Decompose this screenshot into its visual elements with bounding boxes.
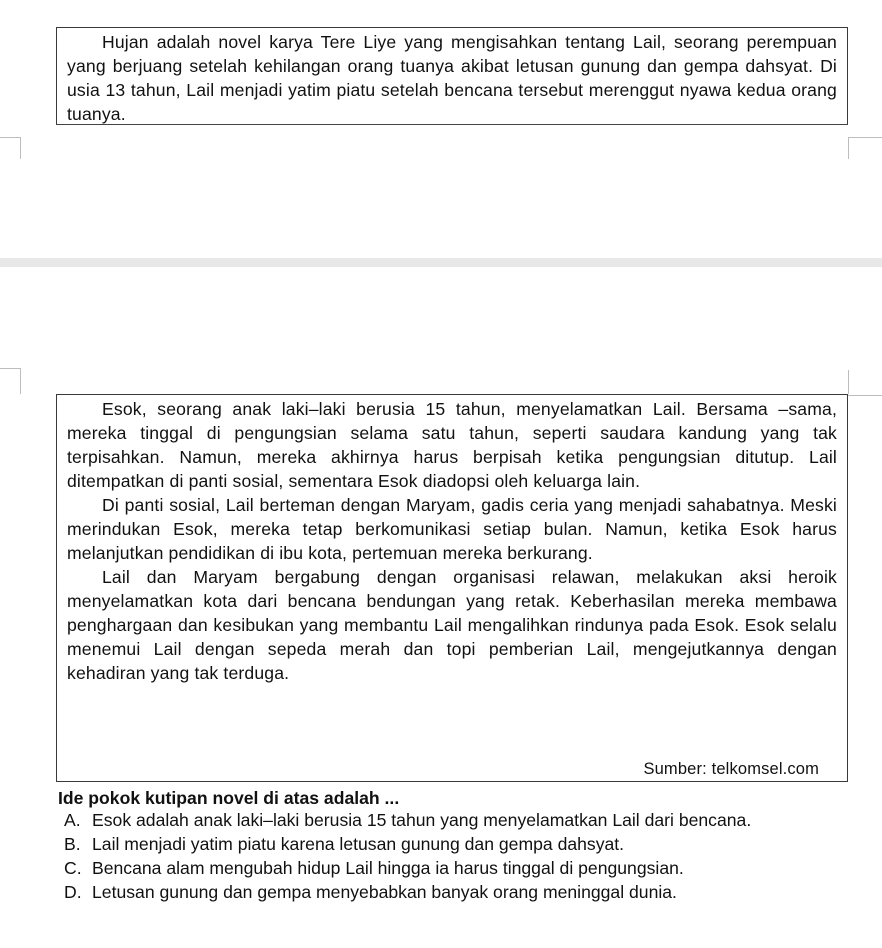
- passage-paragraph: Hujan adalah novel karya Tere Liye yang mengisahkan tentang Lail, seorang perempuan yang berjuang setelah kehilangan orang tuanya akibat letusan gunung dan gempa dahsyat. Di usia 13 tahun, Lail menjadi yatim piatu setelah bencana tersebut merenggut nyawa kedua orang tuanya.: [67, 32, 837, 124]
- option-text: Lail menjadi yatim piatu karena letusan gunung dan gempa dahsyat.: [92, 834, 625, 854]
- page-corner-mark: [848, 137, 849, 159]
- question-prompt: Ide pokok kutipan novel di atas adalah ...: [58, 788, 400, 808]
- passage-paragraph: Esok, seorang anak laki–laki berusia 15 tahun, menyelamatkan Lail. Bersama –sama, mereka tinggal di pengungsian selama satu tahun, seperti saudara kandung yang tak terpisahkan. Namun, mereka akhirnya harus berpisah ketika pengungsian ditutup. Lail ditempatkan di panti sosial, sementara Esok diadopsi oleh keluarga lain.: [67, 399, 837, 491]
- page-corner-mark: [848, 395, 882, 396]
- page-break-gap: [0, 258, 882, 267]
- option-text: Letusan gunung dan gempa menyebabkan banyak orang meninggal dunia.: [92, 882, 677, 902]
- page-corner-mark: [848, 370, 849, 394]
- answer-options: [58, 808, 848, 904]
- page-corner-mark: [0, 368, 20, 369]
- answer-option-d[interactable]: [58, 880, 848, 904]
- answer-option-a[interactable]: [58, 808, 848, 832]
- passage-excerpt-bottom: [56, 394, 848, 782]
- option-text: Bencana alam mengubah hidup Lail hingga ia harus tinggal di pengungsian.: [92, 858, 684, 878]
- page-corner-mark: [0, 137, 21, 138]
- option-letter: B.: [64, 834, 81, 854]
- passage-excerpt-top: [56, 27, 848, 125]
- source-citation: Sumber: telkomsel.com: [643, 760, 819, 778]
- answer-option-c[interactable]: [58, 856, 848, 880]
- page-corner-mark: [20, 368, 21, 394]
- option-text: Esok adalah anak laki–laki berusia 15 tahun yang menyelamatkan Lail dari bencana.: [92, 810, 752, 830]
- option-letter: A.: [64, 810, 81, 830]
- passage-paragraph: Lail dan Maryam bergabung dengan organisasi relawan, melakukan aksi heroik menyelamatkan kota dari bencana bendungan yang retak. Keberhasilan mereka membawa penghargaan dan kesibukan yang membantu Lail mengalihkan rindunya pada Esok. Esok selalu menemui Lail dengan sepeda merah dan topi pemberian Lail, mengejutkannya dengan kehadiran yang tak terduga.: [67, 567, 837, 683]
- page-corner-mark: [20, 137, 21, 159]
- passage-paragraph: Di panti sosial, Lail berteman dengan Maryam, gadis ceria yang menjadi sahabatnya. Meski merindukan Esok, mereka tetap berkomunikasi setiap bulan. Namun, ketika Esok harus melanjutkan pendidikan di ibu kota, pertemuan mereka berkurang.: [67, 495, 837, 563]
- option-letter: C.: [64, 858, 82, 878]
- option-letter: D.: [64, 882, 82, 902]
- page-corner-mark: [848, 137, 882, 138]
- answer-option-b[interactable]: [58, 832, 848, 856]
